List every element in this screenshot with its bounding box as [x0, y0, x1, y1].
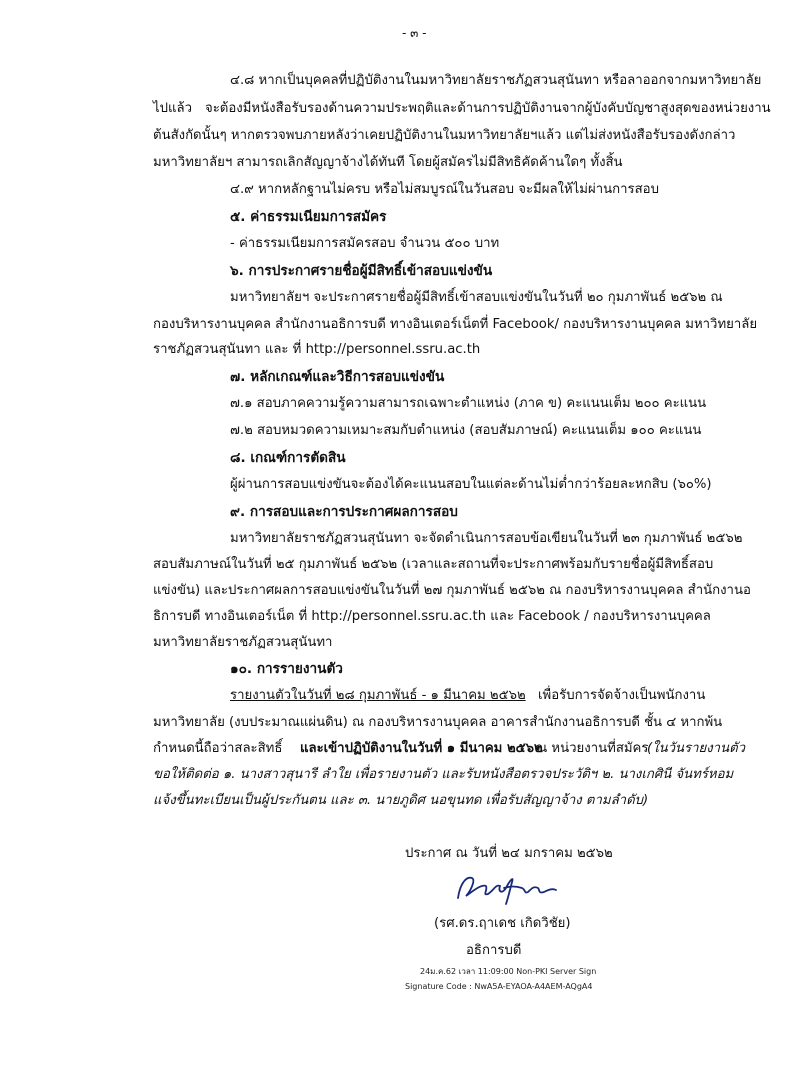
section-4-8-line-3: ต้นสังกัดนั้นๆ หากตรวจพบภายหลังว่าเคยปฏิบัติงานในมหาวิทยาลัยฯแล้ว แต่ไม่ส่งหนังสือรับรองดังกล่าว [153, 128, 736, 143]
digital-stamp-line-1: 24ม.ค.62 เวลา 11:09:00 Non-PKI Server Sign [420, 967, 597, 976]
digital-stamp-line-2: Signature Code : NwA5A-EYAOA-A4AEM-AQgA4 [405, 982, 593, 991]
section-4-8-line-4: มหาวิทยาลัยฯ สามารถเลิกสัญญาจ้างได้ทันที โดยผู้สมัครไม่มีสิทธิคัดค้านใดๆ ทั้งสิ้น [153, 155, 623, 170]
section-10-line-2: มหาวิทยาลัย (งบประมาณแผ่นดิน) ณ กองบริหารงานบุคคล อาคารสำนักงานอธิการบดี ชั้น ๔ หากพ้น [153, 715, 723, 730]
section-9-heading: ๙. การสอบและการประกาศผลการสอบ [230, 504, 458, 520]
signer-name: (รศ.ดร.ฤาเดช เกิดวิชัย) [434, 916, 571, 931]
section-4-8-line-2b: จะต้องมีหนังสือรับรองด้านความประพฤติและด้านการปฏิบัติงานจากผู้บังคับบัญชาสูงสุดของหน่วยงาน [205, 101, 771, 116]
section-10-line-1-rest: เพื่อรับการจัดจ้างเป็นพนักงาน [538, 688, 706, 703]
section-4-8-line-2a: ไปแล้ว [153, 101, 192, 116]
section-10-line-4: ขอให้ติดต่อ ๑. นางสาวสุนารี ลำใย เพื่อรายงานตัว และรับหนังสือตรวจประวัติฯ ๒. นางเกศินี จันทร์หอม [153, 767, 734, 782]
section-8-heading: ๘. เกณฑ์การตัดสิน [230, 450, 346, 466]
section-10-line-5: แจ้งขึ้นทะเบียนเป็นผู้ประกันตน และ ๓. นายภูดิศ นอขุนทด เพื่อรับสัญญาจ้าง ตามลำดับ) [153, 793, 649, 808]
section-4-9: ๔.๙ หากหลักฐานไม่ครบ หรือไม่สมบูรณ์ในวันสอบ จะมีผลให้ไม่ผ่านการสอบ [230, 182, 659, 197]
announcement-date: ประกาศ ณ วันที่ ๒๔ มกราคม ๒๕๖๒ [405, 846, 613, 861]
signature-image [452, 868, 562, 908]
section-9-line-4: ธิการบดี ทางอินเตอร์เน็ต ที่ http://personnel.ssru.ac.th และ Facebook / กองบริหารงานบุคคล [153, 609, 711, 624]
section-9-line-3: แข่งขัน) และประกาศผลการสอบแข่งขันในวันที่ ๒๗ กุมภาพันธ์ ๒๕๖๒ ณ กองบริหารงานบุคคล สำนักงานอ [153, 583, 751, 598]
section-6-heading: ๖. การประกาศรายชื่อผู้มีสิทธิ์เข้าสอบแข่งขัน [230, 263, 493, 279]
section-10-line-3d: (ในวันรายงานตัว [647, 741, 746, 756]
section-10-line-3c: ณ หน่วยงานที่สมัคร [535, 741, 649, 756]
section-10-line-3a: กำหนดนี้ถือว่าสละสิทธิ์ [153, 741, 283, 756]
section-7-heading: ๗. หลักเกณฑ์และวิธีการสอบแข่งขัน [230, 369, 445, 385]
page-number: - ๓ - [402, 26, 427, 40]
section-9-line-5: มหาวิทยาลัยราชภัฏสวนสุนันทา [153, 635, 333, 650]
section-9-line-1: มหาวิทยาลัยราชภัฏสวนสุนันทา จะจัดดำเนินการสอบข้อเขียนในวันที่ ๒๓ กุมภาพันธ์ ๒๕๖๒ [230, 531, 743, 546]
section-5-line-1: - ค่าธรรมเนียมการสมัครสอบ จำนวน ๕๐๐ บาท [230, 236, 500, 251]
section-9-line-2: สอบสัมภาษณ์ในวันที่ ๒๕ กุมภาพันธ์ ๒๕๖๒ (เวลาและสถานที่จะประกาศพร้อมกับรายชื่อผู้มีสิทธิ์สอบ [153, 557, 714, 572]
signer-title: อธิการบดี [466, 943, 522, 958]
section-5-heading: ๕. ค่าธรรมเนียมการสมัคร [230, 209, 387, 225]
section-10-line-1-underlined: รายงานตัวในวันที่ ๒๘ กุมภาพันธ์ - ๑ มีนาคม ๒๕๖๒ [230, 688, 526, 703]
section-10-heading: ๑๐. การรายงานตัว [230, 661, 343, 677]
section-6-line-1: มหาวิทยาลัยฯ จะประกาศรายชื่อผู้มีสิทธิ์เข้าสอบแข่งขันในวันที่ ๒๐ กุมภาพันธ์ ๒๕๖๒ ณ [230, 290, 723, 305]
section-6-line-2: กองบริหารงานบุคคล สำนักงานอธิการบดี ทางอินเตอร์เน็ตที่ Facebook/ กองบริหารงานบุคคล มหาวิทยาลัย [153, 317, 758, 332]
section-10-line-3b: และเข้าปฏิบัติงานในวันที่ ๑ มีนาคม ๒๕๖๒ [300, 741, 543, 756]
section-7-line-2: ๗.๒ สอบหมวดความเหมาะสมกับตำแหน่ง (สอบสัมภาษณ์) คะแนนเต็ม ๑๐๐ คะแนน [230, 423, 702, 438]
section-6-line-3: ราชภัฏสวนสุนันทา และ ที่ http://personnel.ssru.ac.th [153, 342, 481, 357]
section-4-8-line-1: ๔.๘ หากเป็นบุคคลที่ปฏิบัติงานในมหาวิทยาลัยราชภัฏสวนสุนันทา หรือลาออกจากมหาวิทยาลัย [230, 73, 762, 88]
section-7-line-1: ๗.๑ สอบภาคความรู้ความสามารถเฉพาะตำแหน่ง (ภาค ข) คะแนนเต็ม ๒๐๐ คะแนน [230, 396, 707, 411]
section-8-line-1: ผู้ผ่านการสอบแข่งขันจะต้องได้คะแนนสอบในแต่ละด้านไม่ต่ำกว่าร้อยละหกสิบ (๖๐%) [230, 477, 712, 492]
